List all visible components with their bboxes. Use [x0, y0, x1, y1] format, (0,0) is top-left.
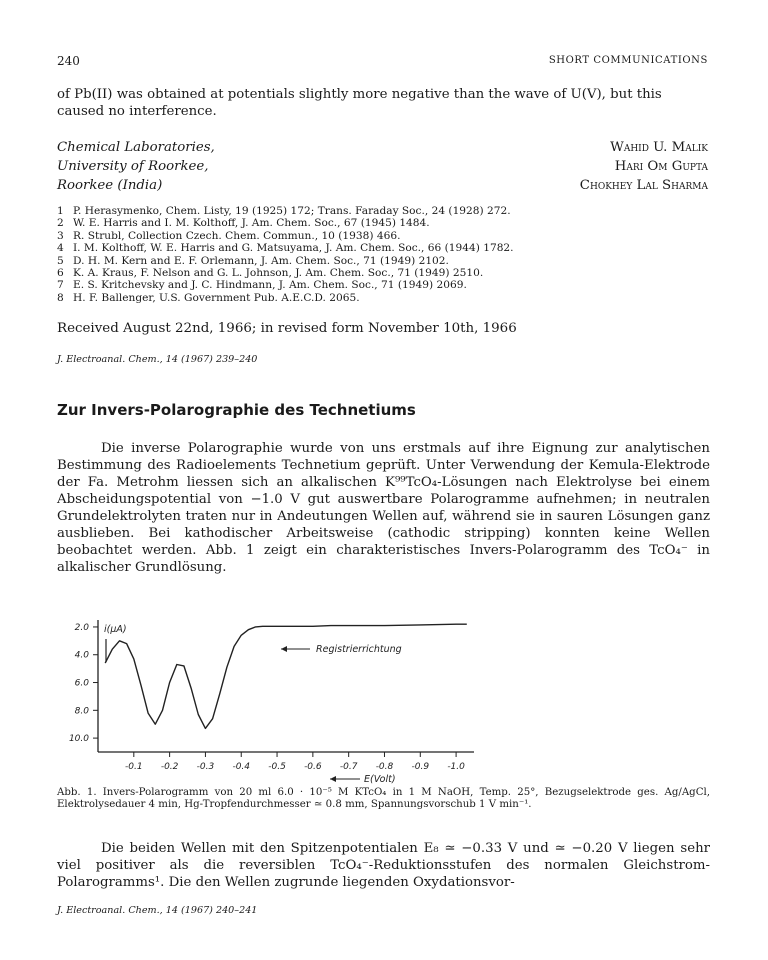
- lead-paragraph: of Pb(II) was obtained at potentials slightly more negative than the wave of U(V), but this caused no interference.: [57, 87, 662, 119]
- reference-item: [57, 292, 717, 304]
- reference-text: P. Herasymenko, Chem. Listy, 19 (1925) 172; Trans. Faraday Soc., 24 (1928) 272.: [73, 205, 511, 217]
- y-tick-label: 10.0: [68, 734, 89, 745]
- page-number: 240: [57, 54, 80, 68]
- affiliation-line: Chemical Laboratories,: [57, 140, 215, 155]
- body-paragraph: Die beiden Wellen mit den Spitzenpotentialen E₈ ≃ −0.33 V und ≃ −0.20 V liegen sehr viel positiver als die reversiblen TcO₄⁻-Reduktionsstufen des normalen Gleichstrom-Polarogramms¹. Die den Wellen zugrunde liegenden Oxydationsvor-: [57, 841, 710, 890]
- article-title: Zur Invers-Polarographie des Technetiums: [57, 401, 416, 419]
- polarogram-curve: [105, 624, 467, 728]
- reference-item: [57, 217, 717, 229]
- body-text-continued: [57, 840, 710, 891]
- polarogram-chart: [58, 612, 478, 784]
- reference-item: [57, 230, 717, 242]
- reference-item: [57, 267, 717, 279]
- x-tick-label: -0.6: [304, 762, 322, 772]
- reference-item: [57, 279, 717, 291]
- reference-item: [57, 255, 717, 267]
- reference-text: W. E. Harris and I. M. Kolthoff, J. Am. Chem. Soc., 67 (1945) 1484.: [73, 217, 430, 230]
- annotation-arrow-head: [281, 646, 287, 652]
- x-tick-label: -0.7: [339, 762, 358, 772]
- reference-item: [57, 242, 717, 254]
- reference-text: H. F. Ballenger, U.S. Government Pub. A.E.C.D. 2065.: [73, 291, 360, 304]
- affiliation: [57, 138, 215, 195]
- x-tick-label: -0.2: [160, 762, 179, 772]
- reference-text: I. M. Kolthoff, W. E. Harris and G. Matsuyama, J. Am. Chem. Soc., 66 (1944) 1782.: [73, 242, 514, 255]
- reference-number: 8: [57, 291, 64, 304]
- body-paragraph: Die inverse Polarographie wurde von uns erstmals auf ihre Eignung zur analytischen Bestimmung des Radioelements Technetium geprüft. Unter Verwendung der Kemula-Elektrode der Fa. Metrohm liessen sich an alkalischen K⁹⁹TcO₄-Lösungen nach Elektrolyse bei einem Abscheidungspotential von −1.0 V gut auswertbare Polarogramme aufnehmen; in neutralen Grundelektrolyten traten nur in Andeutungen Wellen auf, während sie in sauren Lösungen ganz ausblieben. Bei kathodischer Arbeitsweise (cathodic stripping) konnten keine Wellen beobachtet werden. Abb. 1 zeigt ein charakteristisches Invers-Polarogramm des TcO₄⁻ in alkalischer Grundlösung.: [57, 441, 710, 575]
- journal-citation-footer: J. Electroanal. Chem., 14 (1967) 240–241: [57, 905, 258, 916]
- reference-list: [57, 205, 717, 304]
- reference-text: D. H. M. Kern and E. F. Orlemann, J. Am. Chem. Soc., 71 (1949) 2102.: [73, 254, 449, 267]
- x-axis-label: E(Volt): [364, 774, 396, 784]
- running-header: SHORT COMMUNICATIONS: [548, 55, 708, 66]
- reference-text: E. S. Kritchevsky and J. C. Hindmann, J. Am. Chem. Soc., 71 (1949) 2069.: [73, 279, 467, 292]
- journal-citation: J. Electroanal. Chem., 14 (1967) 239–240: [57, 354, 258, 365]
- y-tick-label: 6.0: [74, 678, 89, 689]
- reference-number: 6: [57, 267, 64, 280]
- y-tick-label: 4.0: [74, 650, 89, 661]
- author-name: Chokhey Lal Sharma: [579, 178, 708, 193]
- reference-number: 5: [57, 254, 64, 267]
- annotation-label: Registrierrichtung: [316, 644, 402, 655]
- author-list: [580, 138, 708, 195]
- reference-number: 4: [57, 242, 64, 255]
- received-date: Received August 22nd, 1966; in revised form November 10th, 1966: [57, 321, 517, 336]
- reference-number: 7: [57, 279, 64, 292]
- figure-caption: Abb. 1. Invers-Polarogramm von 20 ml 6.0 · 10⁻⁵ M KTcO₄ in 1 M NaOH, Temp. 25°, Bezugselektrode ges. Ag/AgCl, Elektrolysedauer 4 min, Hg-Tropfendurchmesser ≃ 0.8 mm, Spannungsvorschub 1 V min⁻¹.: [57, 787, 710, 811]
- y-tick-label: 2.0: [74, 622, 89, 633]
- reference-number: 1: [57, 205, 64, 217]
- x-tick-label: -0.9: [411, 762, 430, 772]
- reference-number: 3: [57, 229, 64, 242]
- x-tick-label: -0.1: [125, 762, 143, 772]
- x-tick-label: -0.8: [375, 762, 394, 772]
- x-tick-label: -1.0: [447, 762, 465, 772]
- x-tick-label: -0.4: [232, 762, 251, 772]
- author-name: Hari Om Gupta: [614, 159, 708, 174]
- affiliation-line: Roorkee (India): [57, 178, 163, 193]
- body-text: [57, 440, 710, 576]
- x-axis-arrow-head: [330, 776, 336, 782]
- reference-item: [57, 205, 717, 217]
- x-tick-label: -0.5: [268, 762, 286, 772]
- x-tick-label: -0.3: [196, 762, 215, 772]
- author-name: Wahid U. Malik: [610, 140, 708, 155]
- y-axis-label: i(µA): [104, 624, 127, 635]
- y-tick-label: 8.0: [74, 706, 89, 717]
- figure-chart: [58, 612, 478, 788]
- reference-text: K. A. Kraus, F. Nelson and G. L. Johnson, J. Am. Chem. Soc., 71 (1949) 2510.: [73, 267, 484, 280]
- affiliation-line: University of Roorkee,: [57, 159, 209, 174]
- reference-text: R. Strubl, Collection Czech. Chem. Commun., 10 (1938) 466.: [73, 229, 401, 242]
- reference-number: 2: [57, 217, 64, 230]
